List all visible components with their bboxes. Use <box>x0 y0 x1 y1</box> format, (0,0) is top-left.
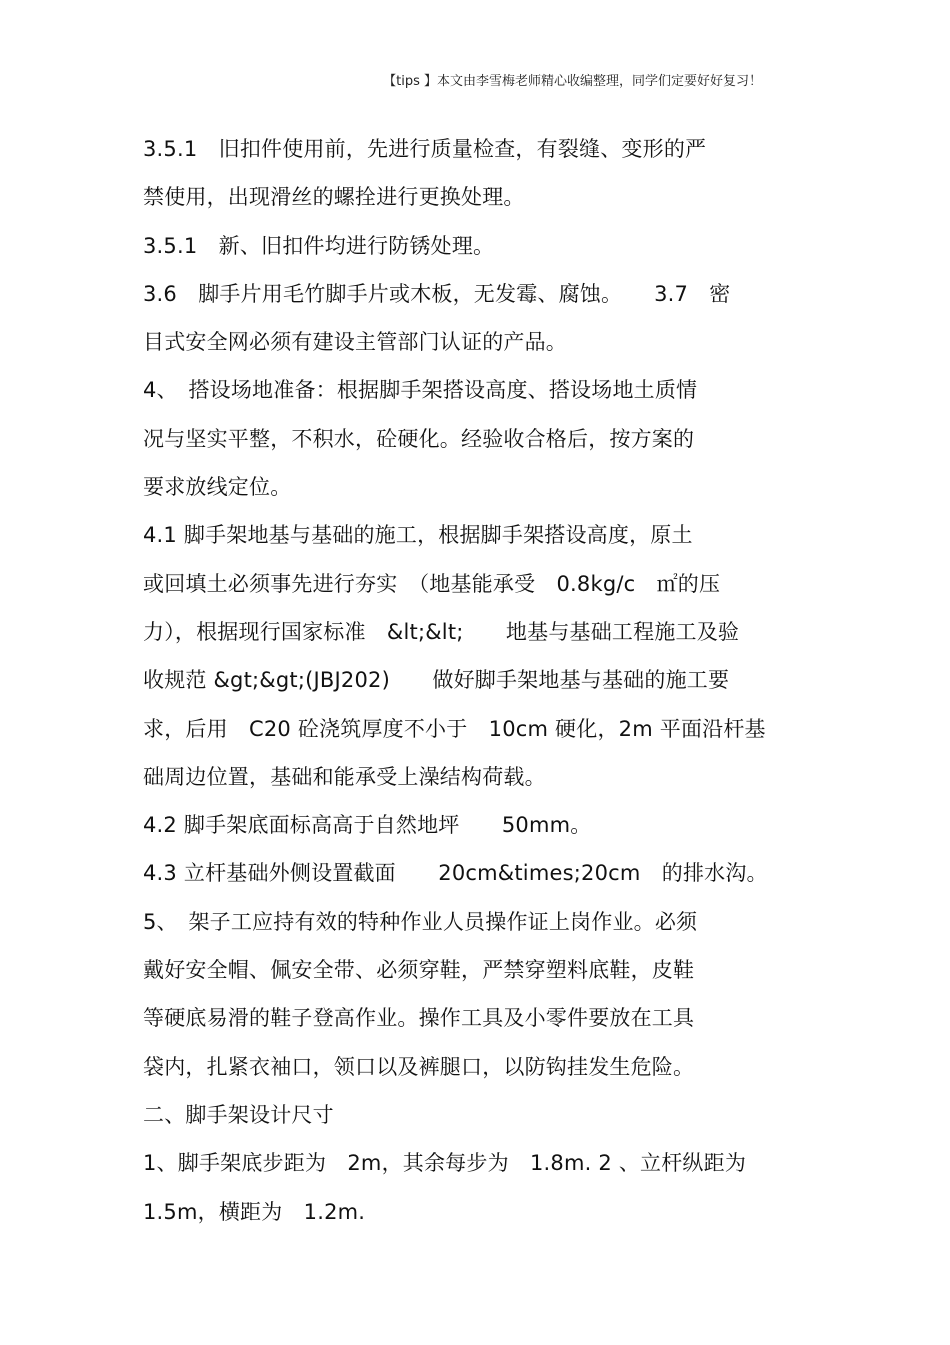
header-tip: 【tips 】本文由李雪梅老师精心收编整理，同学们定要好好复习！ <box>383 74 762 89</box>
section-heading: 二、脚手架设计尺寸 <box>143 1102 334 1127</box>
text-line: 5、 架子工应持有效的特种作业人员操作证上岗作业。必须 <box>143 909 698 934</box>
text-line: 袋内，扎紧衣袖口，领口以及裤腿口，以防钩挂发生危险。 <box>143 1054 695 1079</box>
text-line: 3.5.1 旧扣件使用前，先进行质量检查，有裂缝、变形的严 <box>143 137 707 161</box>
text-line: 3.6 脚手片用毛竹脚手片或木板，无发霉、腐蚀。 3.7 密 <box>143 281 731 306</box>
text-line: 戴好安全帽、佩安全带、必须穿鞋，严禁穿塑料底鞋，皮鞋 <box>143 958 695 983</box>
text-line: 要求放线定位。 <box>143 475 292 500</box>
text-line: 力），根据现行国家标准 &lt;&lt; 地基与基础工程施工及验 <box>143 619 740 644</box>
document-body <box>143 125 823 1236</box>
text-line: 求，后用 C20 砼浇筑厚度不小于 10cm 硬化，2m 平面沿杆基 <box>143 716 766 741</box>
text-line: 4.2 脚手架底面标高高于自然地坪 50mm。 <box>143 813 592 838</box>
text-line: 础周边位置，基础和能承受上澡结构荷载。 <box>143 764 546 789</box>
text-line: 禁使用，出现滑丝的螺拴进行更换处理。 <box>143 185 525 210</box>
text-line: 等硬底易滑的鞋子登高作业。操作工具及小零件要放在工具 <box>143 1006 695 1031</box>
text-line: 或回填土必须事先进行夯实 （地基能承受 0.8kg/c ㎡的压 <box>143 571 721 596</box>
text-line: 3.5.1 新、旧扣件均进行防锈处理。 <box>143 233 495 258</box>
text-line: 目式安全网必须有建设主管部门认证的产品。 <box>143 330 567 355</box>
text-line: 况与坚实平整，不积水，砼硬化。经验收合格后，按方案的 <box>143 426 695 451</box>
text-line: 1、脚手架底步距为 2m，其余每步为 1.8m. 2 、立杆纵距为 <box>143 1151 747 1176</box>
text-line: 4、 搭设场地准备：根据脚手架搭设高度、搭设场地土质情 <box>143 378 698 403</box>
text-line: 1.5m，横距为 1.2m. <box>143 1199 366 1224</box>
text-line: 4.1 脚手架地基与基础的施工，根据脚手架搭设高度，原土 <box>143 523 693 548</box>
text-line: 收规范 &gt;&gt;(JBJ202) 做好脚手架地基与基础的施工要 <box>143 668 730 693</box>
text-line: 4.3 立杆基础外侧设置截面 20cm&times;20cm 的排水沟。 <box>143 861 768 886</box>
